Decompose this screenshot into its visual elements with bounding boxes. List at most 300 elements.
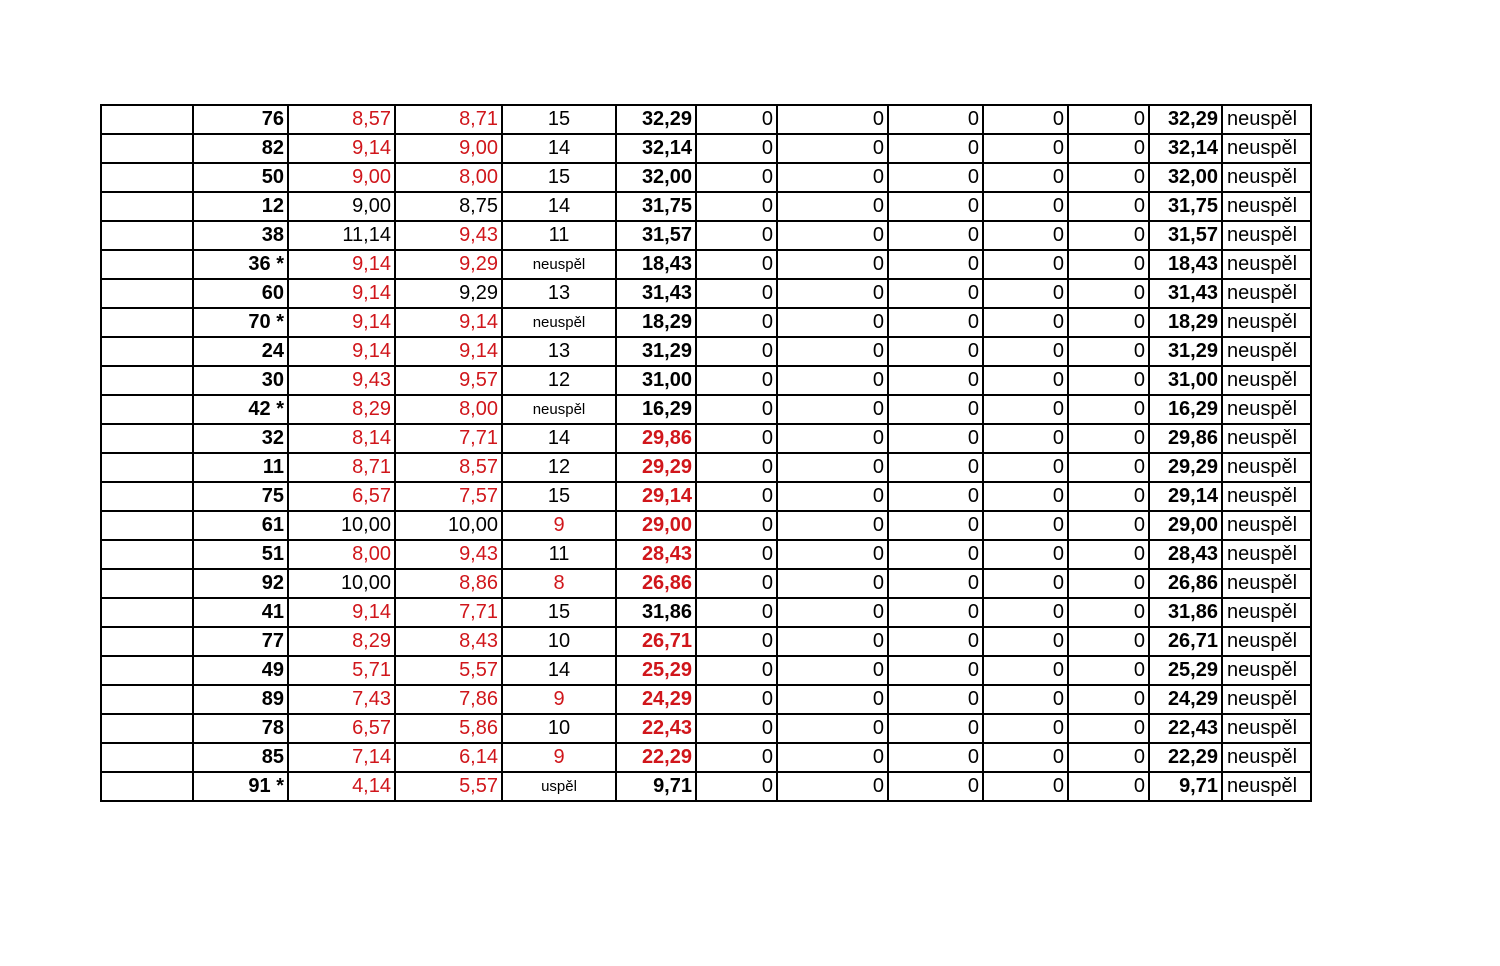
cell-zero-2: 0 [777,772,888,801]
cell-score-2: 9,14 [395,308,502,337]
cell-score-2: 7,71 [395,598,502,627]
cell-zero-5: 0 [1068,656,1149,685]
cell-competitor-id: 51 [193,540,288,569]
cell-score-2: 8,71 [395,105,502,134]
cell-score-1: 9,14 [288,598,395,627]
cell-name [101,279,193,308]
cell-zero-3: 0 [888,366,983,395]
cell-score-3: 10 [502,714,616,743]
cell-score-1: 9,00 [288,192,395,221]
cell-name [101,134,193,163]
cell-zero-4: 0 [983,453,1068,482]
cell-competitor-id: 32 [193,424,288,453]
cell-competitor-id: 50 [193,163,288,192]
cell-score-1: 6,57 [288,714,395,743]
cell-subtotal: 25,29 [616,656,696,685]
cell-score-1: 7,43 [288,685,395,714]
cell-result: neuspěl [1222,366,1311,395]
cell-result: neuspěl [1222,337,1311,366]
cell-subtotal: 22,29 [616,743,696,772]
cell-score-2: 7,86 [395,685,502,714]
cell-zero-4: 0 [983,192,1068,221]
cell-subtotal: 26,71 [616,627,696,656]
cell-zero-1: 0 [696,250,777,279]
cell-zero-5: 0 [1068,221,1149,250]
cell-zero-4: 0 [983,337,1068,366]
cell-score-2: 8,75 [395,192,502,221]
cell-score-2: 6,14 [395,743,502,772]
cell-result: neuspěl [1222,540,1311,569]
cell-zero-4: 0 [983,395,1068,424]
cell-zero-5: 0 [1068,395,1149,424]
table-row [101,482,1311,511]
table-row [101,192,1311,221]
cell-zero-2: 0 [777,743,888,772]
cell-score-1: 9,14 [288,308,395,337]
cell-zero-2: 0 [777,192,888,221]
cell-score-1: 9,43 [288,366,395,395]
cell-total: 28,43 [1149,540,1222,569]
cell-zero-4: 0 [983,250,1068,279]
cell-result: neuspěl [1222,656,1311,685]
cell-zero-1: 0 [696,685,777,714]
cell-total: 24,29 [1149,685,1222,714]
cell-zero-5: 0 [1068,308,1149,337]
cell-total: 31,29 [1149,337,1222,366]
cell-zero-2: 0 [777,627,888,656]
cell-result: neuspěl [1222,511,1311,540]
cell-score-1: 9,14 [288,134,395,163]
cell-zero-5: 0 [1068,482,1149,511]
cell-zero-4: 0 [983,540,1068,569]
table-row [101,540,1311,569]
cell-score-3: 15 [502,163,616,192]
table-row [101,105,1311,134]
cell-zero-5: 0 [1068,134,1149,163]
cell-subtotal: 32,14 [616,134,696,163]
cell-total: 29,00 [1149,511,1222,540]
cell-name [101,627,193,656]
cell-score-2: 9,43 [395,221,502,250]
cell-zero-3: 0 [888,279,983,308]
cell-result: neuspěl [1222,395,1311,424]
cell-total: 26,86 [1149,569,1222,598]
cell-score-2: 10,00 [395,511,502,540]
cell-total: 32,14 [1149,134,1222,163]
cell-zero-5: 0 [1068,772,1149,801]
cell-zero-1: 0 [696,395,777,424]
cell-zero-4: 0 [983,656,1068,685]
cell-subtotal: 31,86 [616,598,696,627]
cell-total: 18,43 [1149,250,1222,279]
cell-result: neuspěl [1222,598,1311,627]
cell-zero-2: 0 [777,221,888,250]
cell-zero-3: 0 [888,482,983,511]
cell-result: neuspěl [1222,250,1311,279]
cell-name [101,482,193,511]
cell-zero-1: 0 [696,540,777,569]
cell-subtotal: 29,14 [616,482,696,511]
cell-name [101,714,193,743]
cell-competitor-id: 49 [193,656,288,685]
cell-zero-5: 0 [1068,540,1149,569]
cell-zero-3: 0 [888,598,983,627]
cell-score-1: 5,71 [288,656,395,685]
cell-zero-2: 0 [777,540,888,569]
cell-score-1: 8,71 [288,453,395,482]
cell-zero-2: 0 [777,511,888,540]
cell-zero-1: 0 [696,598,777,627]
cell-zero-5: 0 [1068,105,1149,134]
cell-zero-1: 0 [696,569,777,598]
cell-score-3: 15 [502,105,616,134]
cell-name [101,424,193,453]
cell-subtotal: 31,75 [616,192,696,221]
cell-zero-4: 0 [983,685,1068,714]
table-row [101,134,1311,163]
cell-zero-1: 0 [696,221,777,250]
cell-score-2: 9,00 [395,134,502,163]
cell-competitor-id: 60 [193,279,288,308]
table-row [101,395,1311,424]
cell-result: neuspěl [1222,627,1311,656]
cell-zero-5: 0 [1068,598,1149,627]
cell-result: neuspěl [1222,772,1311,801]
cell-zero-2: 0 [777,569,888,598]
cell-competitor-id: 89 [193,685,288,714]
cell-zero-3: 0 [888,424,983,453]
cell-zero-1: 0 [696,627,777,656]
cell-subtotal: 31,43 [616,279,696,308]
cell-subtotal: 22,43 [616,714,696,743]
cell-zero-5: 0 [1068,192,1149,221]
cell-subtotal: 9,71 [616,772,696,801]
cell-zero-4: 0 [983,366,1068,395]
cell-score-1: 9,14 [288,250,395,279]
cell-zero-2: 0 [777,308,888,337]
table-row [101,511,1311,540]
cell-zero-1: 0 [696,337,777,366]
cell-zero-3: 0 [888,105,983,134]
table-row [101,685,1311,714]
cell-score-1: 7,14 [288,743,395,772]
cell-zero-1: 0 [696,453,777,482]
cell-total: 29,86 [1149,424,1222,453]
cell-subtotal: 31,00 [616,366,696,395]
cell-name [101,250,193,279]
cell-competitor-id: 38 [193,221,288,250]
cell-competitor-id: 78 [193,714,288,743]
cell-score-2: 5,57 [395,772,502,801]
cell-zero-3: 0 [888,627,983,656]
cell-zero-5: 0 [1068,424,1149,453]
cell-name [101,540,193,569]
cell-score-1: 11,14 [288,221,395,250]
cell-zero-5: 0 [1068,337,1149,366]
cell-name [101,656,193,685]
table-row [101,598,1311,627]
cell-name [101,192,193,221]
cell-name [101,163,193,192]
cell-score-2: 9,57 [395,366,502,395]
cell-score-3: 11 [502,221,616,250]
cell-score-3: neuspěl [502,308,616,337]
cell-result: neuspěl [1222,134,1311,163]
cell-zero-2: 0 [777,366,888,395]
cell-score-3: 10 [502,627,616,656]
cell-result: neuspěl [1222,743,1311,772]
cell-score-3: neuspěl [502,250,616,279]
cell-subtotal: 32,29 [616,105,696,134]
cell-total: 26,71 [1149,627,1222,656]
cell-result: neuspěl [1222,453,1311,482]
cell-result: neuspěl [1222,279,1311,308]
cell-name [101,743,193,772]
cell-zero-1: 0 [696,279,777,308]
cell-total: 22,43 [1149,714,1222,743]
cell-score-3: 15 [502,482,616,511]
cell-competitor-id: 76 [193,105,288,134]
cell-zero-3: 0 [888,772,983,801]
cell-zero-3: 0 [888,511,983,540]
cell-zero-3: 0 [888,540,983,569]
cell-score-2: 8,57 [395,453,502,482]
cell-zero-4: 0 [983,569,1068,598]
cell-zero-3: 0 [888,714,983,743]
cell-score-1: 8,29 [288,395,395,424]
cell-score-1: 8,57 [288,105,395,134]
cell-score-1: 8,14 [288,424,395,453]
cell-score-1: 9,00 [288,163,395,192]
cell-zero-5: 0 [1068,453,1149,482]
cell-score-2: 8,00 [395,395,502,424]
cell-competitor-id: 42 * [193,395,288,424]
cell-subtotal: 29,86 [616,424,696,453]
results-table [100,104,1312,802]
cell-name [101,598,193,627]
cell-total: 32,29 [1149,105,1222,134]
cell-zero-4: 0 [983,743,1068,772]
cell-zero-3: 0 [888,134,983,163]
cell-zero-4: 0 [983,308,1068,337]
cell-score-2: 9,14 [395,337,502,366]
cell-score-3: neuspěl [502,395,616,424]
cell-score-1: 10,00 [288,569,395,598]
cell-zero-1: 0 [696,163,777,192]
cell-score-2: 7,57 [395,482,502,511]
cell-score-3: 14 [502,656,616,685]
cell-score-3: 12 [502,453,616,482]
cell-zero-3: 0 [888,453,983,482]
cell-competitor-id: 36 * [193,250,288,279]
cell-competitor-id: 77 [193,627,288,656]
cell-name [101,685,193,714]
cell-score-1: 8,29 [288,627,395,656]
cell-result: neuspěl [1222,685,1311,714]
cell-score-2: 8,43 [395,627,502,656]
cell-zero-1: 0 [696,105,777,134]
cell-score-3: 14 [502,134,616,163]
cell-score-2: 9,43 [395,540,502,569]
table-row [101,279,1311,308]
cell-score-2: 7,71 [395,424,502,453]
cell-competitor-id: 41 [193,598,288,627]
cell-zero-1: 0 [696,366,777,395]
cell-score-3: 9 [502,743,616,772]
cell-zero-4: 0 [983,424,1068,453]
cell-score-3: 14 [502,192,616,221]
cell-zero-4: 0 [983,772,1068,801]
cell-name [101,105,193,134]
cell-zero-1: 0 [696,656,777,685]
cell-zero-4: 0 [983,598,1068,627]
cell-name [101,453,193,482]
cell-zero-2: 0 [777,279,888,308]
table-row [101,627,1311,656]
cell-zero-1: 0 [696,511,777,540]
table-row [101,337,1311,366]
cell-subtotal: 24,29 [616,685,696,714]
cell-zero-4: 0 [983,279,1068,308]
table-row [101,772,1311,801]
cell-zero-3: 0 [888,395,983,424]
cell-result: neuspěl [1222,192,1311,221]
cell-result: neuspěl [1222,482,1311,511]
cell-score-3: 8 [502,569,616,598]
cell-score-3: 14 [502,424,616,453]
cell-total: 31,00 [1149,366,1222,395]
cell-competitor-id: 24 [193,337,288,366]
cell-name [101,511,193,540]
cell-name [101,337,193,366]
cell-name [101,772,193,801]
cell-score-2: 5,86 [395,714,502,743]
cell-name [101,308,193,337]
cell-score-3: 15 [502,598,616,627]
cell-zero-2: 0 [777,337,888,366]
cell-name [101,569,193,598]
cell-zero-3: 0 [888,569,983,598]
cell-zero-2: 0 [777,424,888,453]
cell-zero-2: 0 [777,163,888,192]
cell-zero-4: 0 [983,221,1068,250]
results-table-body [101,105,1311,801]
cell-zero-3: 0 [888,221,983,250]
cell-score-1: 10,00 [288,511,395,540]
table-row [101,656,1311,685]
cell-zero-5: 0 [1068,366,1149,395]
table-row [101,743,1311,772]
cell-zero-2: 0 [777,598,888,627]
cell-zero-1: 0 [696,308,777,337]
cell-zero-1: 0 [696,772,777,801]
cell-total: 29,14 [1149,482,1222,511]
cell-zero-2: 0 [777,250,888,279]
cell-subtotal: 16,29 [616,395,696,424]
cell-result: neuspěl [1222,221,1311,250]
cell-subtotal: 18,29 [616,308,696,337]
cell-result: neuspěl [1222,105,1311,134]
cell-score-2: 8,00 [395,163,502,192]
cell-zero-3: 0 [888,163,983,192]
cell-zero-3: 0 [888,308,983,337]
table-row [101,221,1311,250]
cell-result: neuspěl [1222,308,1311,337]
cell-total: 18,29 [1149,308,1222,337]
cell-score-3: 12 [502,366,616,395]
cell-zero-2: 0 [777,105,888,134]
cell-zero-5: 0 [1068,569,1149,598]
cell-total: 22,29 [1149,743,1222,772]
cell-total: 32,00 [1149,163,1222,192]
cell-total: 16,29 [1149,395,1222,424]
table-row [101,714,1311,743]
cell-zero-5: 0 [1068,250,1149,279]
cell-score-3: 9 [502,511,616,540]
cell-zero-5: 0 [1068,714,1149,743]
cell-subtotal: 29,00 [616,511,696,540]
cell-subtotal: 32,00 [616,163,696,192]
cell-total: 31,57 [1149,221,1222,250]
cell-zero-1: 0 [696,424,777,453]
cell-subtotal: 18,43 [616,250,696,279]
cell-zero-2: 0 [777,134,888,163]
cell-zero-3: 0 [888,685,983,714]
cell-subtotal: 28,43 [616,540,696,569]
cell-score-2: 9,29 [395,279,502,308]
cell-zero-2: 0 [777,685,888,714]
cell-zero-4: 0 [983,627,1068,656]
cell-total: 31,75 [1149,192,1222,221]
cell-competitor-id: 61 [193,511,288,540]
cell-score-3: uspěl [502,772,616,801]
cell-zero-3: 0 [888,743,983,772]
cell-zero-1: 0 [696,482,777,511]
cell-zero-1: 0 [696,134,777,163]
cell-score-3: 9 [502,685,616,714]
cell-subtotal: 26,86 [616,569,696,598]
cell-total: 25,29 [1149,656,1222,685]
cell-competitor-id: 91 * [193,772,288,801]
cell-competitor-id: 75 [193,482,288,511]
cell-subtotal: 31,57 [616,221,696,250]
cell-score-3: 11 [502,540,616,569]
cell-competitor-id: 92 [193,569,288,598]
cell-name [101,366,193,395]
cell-zero-5: 0 [1068,163,1149,192]
cell-zero-2: 0 [777,656,888,685]
cell-zero-3: 0 [888,192,983,221]
cell-zero-4: 0 [983,482,1068,511]
cell-competitor-id: 11 [193,453,288,482]
table-row [101,308,1311,337]
cell-zero-3: 0 [888,337,983,366]
table-row [101,163,1311,192]
cell-subtotal: 31,29 [616,337,696,366]
cell-name [101,221,193,250]
cell-zero-4: 0 [983,105,1068,134]
cell-competitor-id: 30 [193,366,288,395]
cell-zero-2: 0 [777,714,888,743]
cell-zero-2: 0 [777,395,888,424]
cell-zero-4: 0 [983,511,1068,540]
cell-zero-1: 0 [696,192,777,221]
cell-score-2: 9,29 [395,250,502,279]
cell-competitor-id: 12 [193,192,288,221]
cell-total: 31,43 [1149,279,1222,308]
cell-zero-3: 0 [888,656,983,685]
cell-zero-4: 0 [983,714,1068,743]
